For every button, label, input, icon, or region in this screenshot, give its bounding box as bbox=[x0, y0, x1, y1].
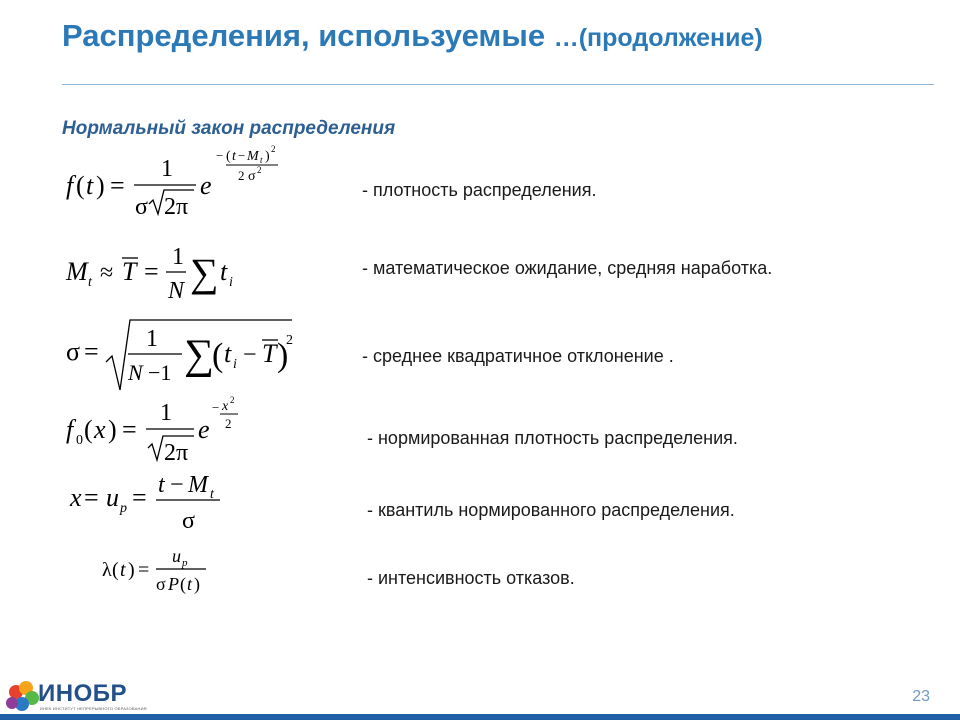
svg-text:−: − bbox=[243, 342, 257, 368]
svg-text:2: 2 bbox=[238, 168, 245, 183]
svg-text:): ) bbox=[96, 171, 105, 200]
formula-normalized-density bbox=[62, 392, 262, 468]
svg-text:t: t bbox=[86, 171, 94, 200]
formula-failure-rate bbox=[98, 542, 228, 602]
svg-text:M: M bbox=[66, 257, 88, 286]
svg-text:1: 1 bbox=[172, 244, 184, 270]
description-quantile: - квантиль нормированного распределения. bbox=[367, 500, 735, 520]
svg-text:2: 2 bbox=[286, 333, 293, 348]
svg-text:x: x bbox=[70, 483, 82, 512]
svg-text:(: ( bbox=[226, 149, 231, 164]
svg-text:p: p bbox=[182, 557, 188, 569]
footer-bar bbox=[0, 714, 960, 720]
svg-text:(: ( bbox=[76, 171, 85, 200]
svg-text:σ: σ bbox=[135, 194, 148, 220]
formula-quantile bbox=[62, 466, 262, 536]
svg-text:=: = bbox=[84, 483, 99, 512]
svg-text:t: t bbox=[210, 487, 214, 502]
svg-text:0: 0 bbox=[76, 433, 83, 448]
svg-text:σ: σ bbox=[156, 574, 166, 594]
svg-text:N: N bbox=[128, 360, 143, 385]
slide-title bbox=[62, 18, 942, 54]
logo-tagline bbox=[40, 706, 147, 711]
svg-text:M: M bbox=[188, 472, 208, 498]
svg-text:1: 1 bbox=[160, 400, 172, 426]
svg-text:T: T bbox=[262, 339, 277, 368]
description-std-deviation: - среднее квадратичное отклонение . bbox=[362, 346, 674, 366]
svg-text:t: t bbox=[187, 574, 193, 594]
formula-mean bbox=[62, 236, 272, 306]
svg-text:P: P bbox=[168, 574, 179, 594]
svg-text:∑: ∑ bbox=[190, 250, 219, 295]
svg-text:2π: 2π bbox=[164, 440, 189, 466]
svg-text:2: 2 bbox=[257, 165, 262, 175]
formula-std-deviation bbox=[62, 314, 302, 394]
svg-text:t: t bbox=[158, 472, 165, 498]
svg-text:M: M bbox=[247, 149, 259, 164]
svg-text:t: t bbox=[220, 257, 228, 286]
svg-text:(: ( bbox=[212, 337, 224, 374]
svg-text:2: 2 bbox=[271, 144, 276, 154]
svg-text:e: e bbox=[198, 415, 210, 444]
svg-text:=: = bbox=[132, 483, 147, 512]
svg-text:(: ( bbox=[84, 415, 93, 444]
svg-text:e: e bbox=[200, 171, 212, 200]
svg-text:p: p bbox=[120, 501, 127, 516]
svg-text:=: = bbox=[144, 257, 159, 286]
svg-text:x: x bbox=[94, 415, 106, 444]
svg-text:σ: σ bbox=[66, 337, 81, 366]
section-subtitle: Нормальный закон распределения bbox=[62, 118, 396, 139]
svg-text:−: − bbox=[238, 148, 246, 163]
svg-text:−: − bbox=[212, 400, 220, 415]
svg-text:i: i bbox=[233, 357, 237, 372]
svg-text:−1: −1 bbox=[148, 360, 172, 385]
svg-text:1: 1 bbox=[161, 156, 173, 182]
svg-text:): ) bbox=[128, 559, 135, 581]
svg-text:f: f bbox=[66, 415, 74, 444]
logo-tagline-text: ИНСТИТУТ НЕПРЕРЫВНОГО ОБРАЗОВАНИЯ bbox=[52, 706, 147, 711]
svg-text:1: 1 bbox=[146, 326, 158, 352]
svg-text:t: t bbox=[224, 339, 232, 368]
svg-text:−: − bbox=[216, 148, 224, 163]
svg-text:): ) bbox=[108, 415, 117, 444]
svg-text:x: x bbox=[222, 399, 229, 414]
svg-text:): ) bbox=[194, 574, 200, 594]
svg-text:t: t bbox=[120, 559, 126, 581]
svg-text:i: i bbox=[229, 275, 233, 290]
logo-small: ИНЕК bbox=[40, 706, 52, 711]
svg-text:2π: 2π bbox=[164, 194, 189, 220]
svg-text:=: = bbox=[122, 415, 137, 444]
svg-text:λ: λ bbox=[102, 559, 112, 581]
svg-text:u: u bbox=[172, 546, 181, 566]
formula-density bbox=[62, 138, 292, 220]
svg-text:f: f bbox=[66, 171, 74, 200]
svg-text:): ) bbox=[277, 337, 289, 374]
svg-text:σ: σ bbox=[182, 508, 195, 534]
svg-text:−: − bbox=[170, 472, 184, 498]
description-normalized-density: - нормированная плотность распределения. bbox=[367, 428, 738, 448]
description-density: - плотность распределения. bbox=[362, 180, 597, 200]
svg-text:u: u bbox=[106, 483, 119, 512]
svg-text:∑: ∑ bbox=[184, 332, 214, 378]
svg-text:T: T bbox=[122, 257, 137, 286]
svg-text:(: ( bbox=[112, 559, 119, 581]
svg-text:2: 2 bbox=[230, 395, 235, 405]
svg-text:σ: σ bbox=[248, 169, 256, 184]
svg-text:=: = bbox=[110, 171, 125, 200]
svg-text:t: t bbox=[88, 275, 92, 290]
slide-title-suffix: …(продолжение) bbox=[553, 24, 763, 52]
title-divider bbox=[62, 84, 934, 85]
svg-text:): ) bbox=[265, 149, 270, 164]
svg-text:2: 2 bbox=[225, 416, 232, 431]
svg-text:N: N bbox=[168, 278, 185, 304]
page-number: 23 bbox=[912, 688, 930, 705]
description-failure-rate: - интенсивность отказов. bbox=[367, 568, 575, 588]
svg-text:(: ( bbox=[180, 574, 186, 594]
description-mean: - математическое ожидание, средняя наработка. bbox=[362, 258, 773, 278]
logo-name: ИНОБР bbox=[38, 680, 128, 707]
svg-text:≈: ≈ bbox=[100, 260, 114, 286]
svg-text:t: t bbox=[260, 155, 263, 165]
svg-text:t: t bbox=[232, 149, 236, 164]
slide-title-main: Распределения, используемые bbox=[62, 18, 554, 53]
svg-text:=: = bbox=[138, 559, 150, 581]
svg-text:=: = bbox=[84, 337, 99, 366]
